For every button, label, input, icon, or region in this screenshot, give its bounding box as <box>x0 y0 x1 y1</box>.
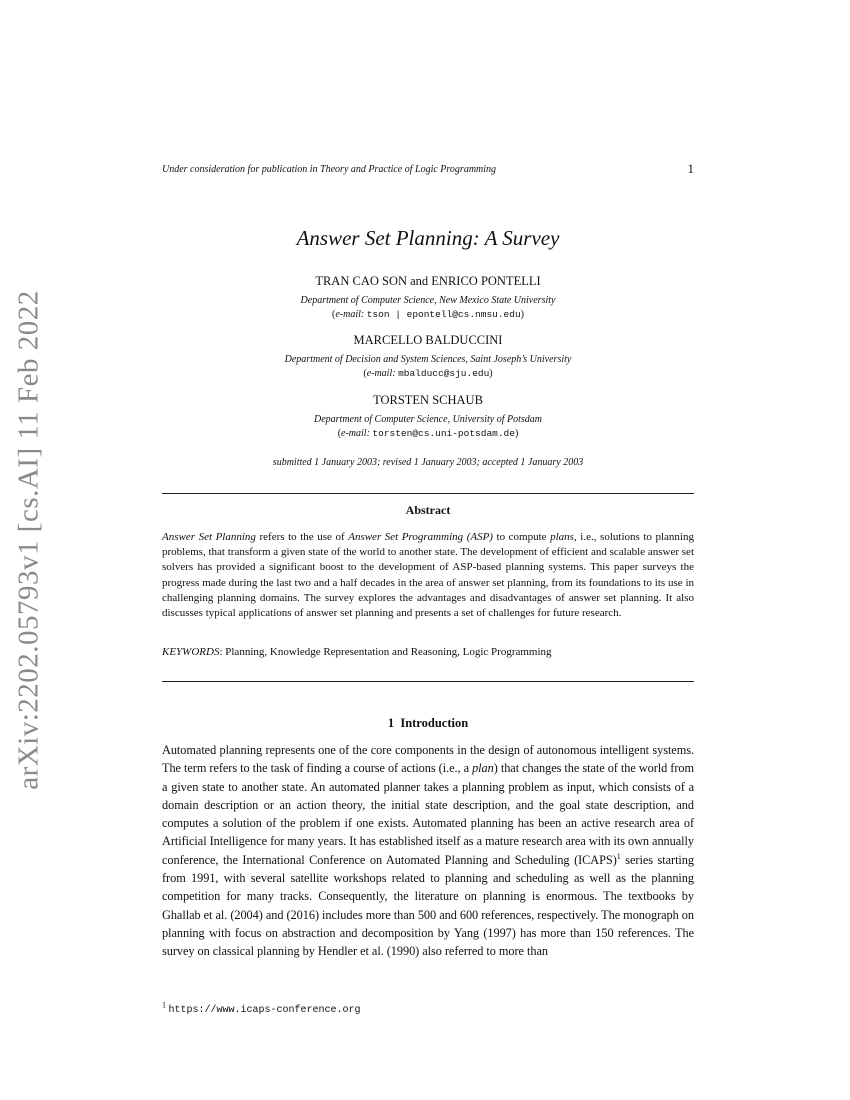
footnote-mark: 1 <box>162 1000 166 1010</box>
running-head-text: Under consideration for publication in Theory and Practice of Logic Programming <box>162 164 497 175</box>
top-rule <box>162 493 694 494</box>
page-number: 1 <box>687 161 694 176</box>
author-email-line: (e-mail: torsten@cs.uni-potsdam.de) <box>337 428 519 439</box>
bottom-rule <box>162 681 694 682</box>
intro-text: ) that changes the state of the world from a given state to another state. An automated planner takes a planning problem as input, which consists of a domain description or an action theory, the initial state description, and the goal state description, and computes a solution of the problem if one exists. Automated planning has been an active research area of Artificial Intelligence for many years. It has established itself as a mature research area with its own annually conference, the International Conference on Automated Planning and Scheduling (ICAPS) <box>162 761 694 867</box>
abstract-text: refers to the use of <box>255 531 349 543</box>
email-label: e-mail: <box>341 428 370 439</box>
author-email: mbalducc@sju.edu <box>398 368 490 379</box>
abstract-heading: Abstract <box>405 503 451 517</box>
author-names: TRAN CAO SON and ENRICO PONTELLI <box>315 274 541 288</box>
intro-text: Automated planning represents one of the core components in the design of autonomous intelligent systems. The term refers to the task of finding a course of actions (i.e., a <box>162 743 694 776</box>
author-names: TORSTEN SCHAUB <box>373 393 483 407</box>
intro-text: series starting from 1991, with several satellite workshops related to planning and scheduling as well as the planning competition for many tracks. Consequently, the literature on planning is enormous. The textbooks by Ghallab et al. (2004) and (2016) includes more than 500 and 600 references, respectively. The monograph on planning with focus on abstraction and decomposition by Yang (1997) has more than 150 references. The survey on classical planning by Hendler et al. (1990) also referred to more than <box>162 852 694 959</box>
author-email-line: (e-mail: tson | epontell@cs.nmsu.edu) <box>331 309 524 320</box>
keywords <box>162 646 694 658</box>
section-number: 1 <box>387 716 395 730</box>
footnote-ref[interactable]: 1 <box>616 851 621 861</box>
paper-title: Answer Set Planning: A Survey <box>296 226 560 250</box>
author-email: tson | epontell@cs.nmsu.edu <box>366 309 521 320</box>
author-affiliation: Department of Decision and System Sciences, Saint Joseph’s University <box>284 354 572 365</box>
section-title: Introduction <box>400 716 469 730</box>
author-affiliation: Department of Computer Science, University of Potsdam <box>313 414 542 425</box>
submission-dates: submitted 1 January 2003; revised 1 January 2003; accepted 1 January 2003 <box>272 457 584 468</box>
footnote <box>162 1000 361 1016</box>
author-email: torsten@cs.uni-potsdam.de <box>372 428 515 439</box>
abstract-term: Answer Set Planning <box>162 531 256 543</box>
keywords-label: KEYWORDS <box>162 646 220 658</box>
author-email-line: (e-mail: mbalducc@sju.edu) <box>363 368 493 379</box>
email-label: e-mail: <box>366 368 396 379</box>
author-affiliation: Department of Computer Science, New Mexico State University <box>300 295 556 306</box>
abstract-term: Answer Set Programming (ASP) <box>348 531 493 543</box>
arxiv-stamp <box>0 0 58 1100</box>
arxiv-stamp-text: arXiv:2202.05793v1 [cs.AI] 11 Feb 2022 <box>12 290 45 790</box>
abstract-text: to compute <box>492 531 551 543</box>
intro-term: plan <box>472 761 494 776</box>
abstract-text: , i.e., solutions to planning problems, that transform a given state of the world to another state. The development of efficient and scalable answer set solvers has provided a significant boost to the development of ASP-based planning systems. This paper surveys the progress made during the last two and a half decades in the area of answer set planning, from its foundations to its use in challenging planning domains. The survey explores the advantages and disadvantages of answer set planning. It also discusses typical applications of answer set planning and presents a set of challenges for future research. <box>162 531 694 620</box>
footnote-url[interactable]: https://www.icaps-conference.org <box>168 1005 361 1016</box>
keywords-text: : Planning, Knowledge Representation and Reasoning, Logic Programming <box>219 646 552 658</box>
abstract-term: plans <box>550 531 574 543</box>
introduction-paragraph <box>162 741 694 961</box>
section-heading <box>162 716 694 731</box>
email-label: e-mail: <box>335 309 365 320</box>
running-head <box>162 161 694 176</box>
abstract-body <box>162 530 694 621</box>
author-names: MARCELLO BALDUCCINI <box>353 333 503 347</box>
